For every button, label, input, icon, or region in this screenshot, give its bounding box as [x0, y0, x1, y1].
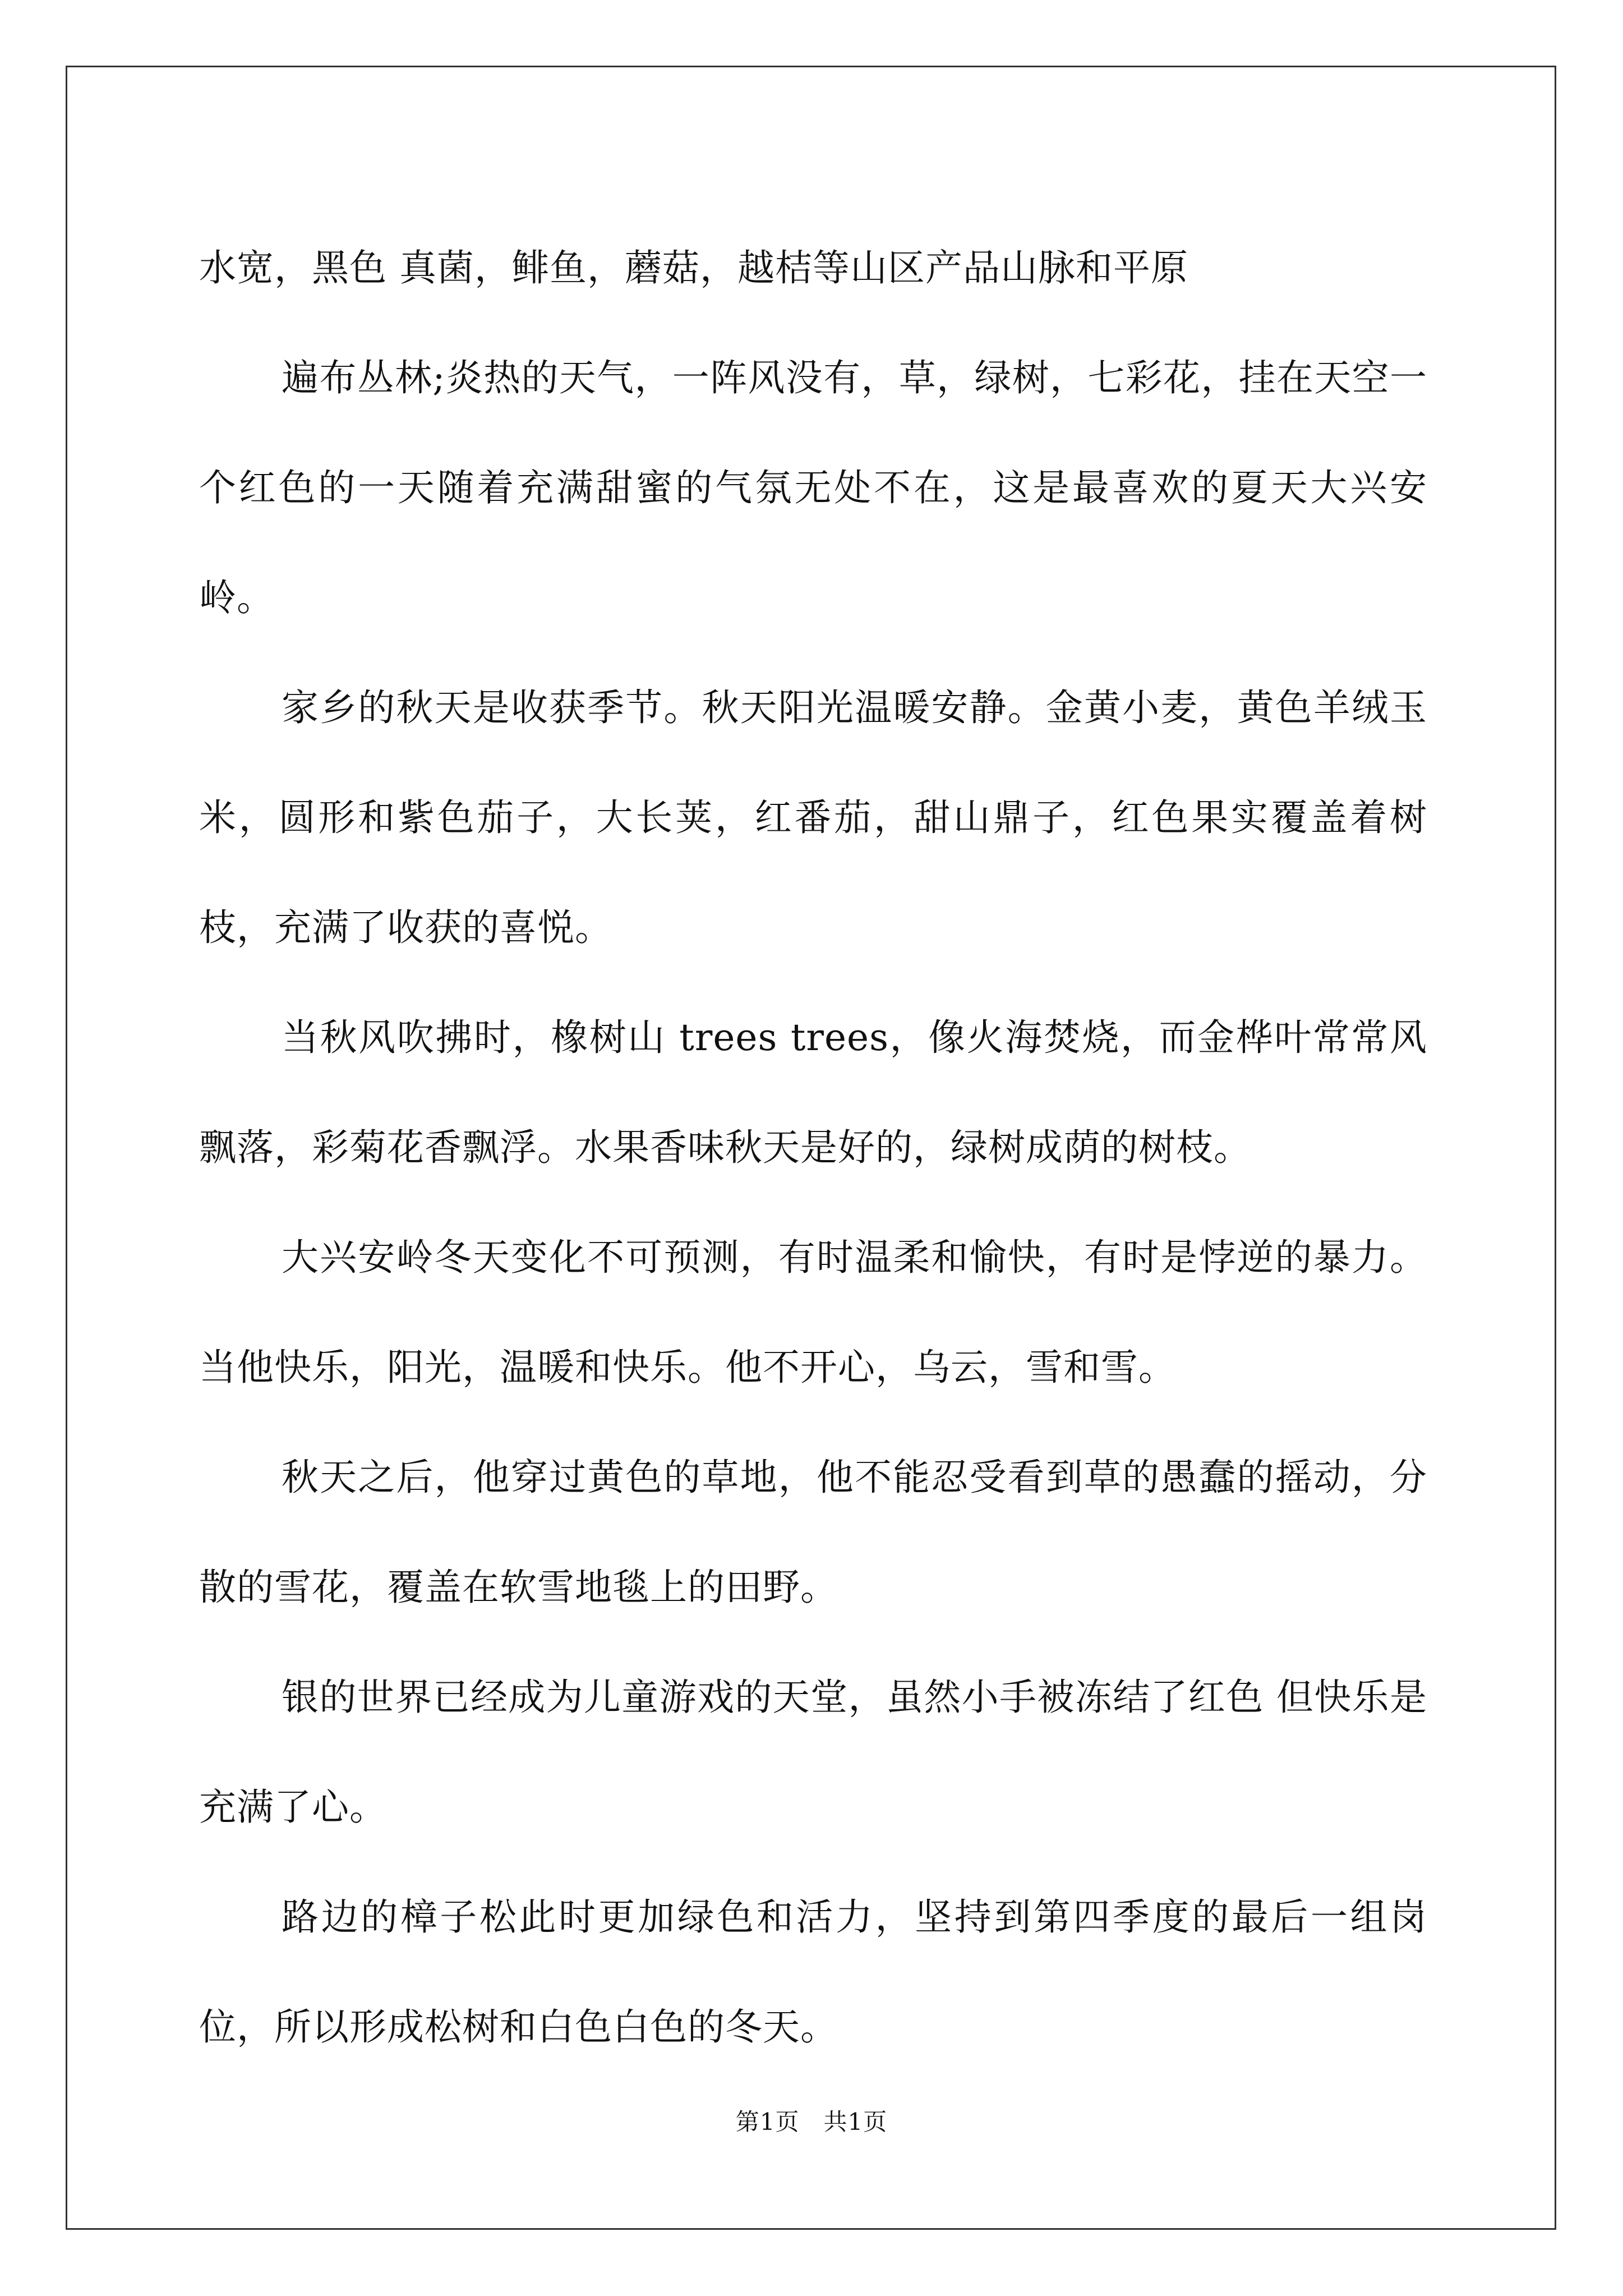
- document-body: [199, 213, 1427, 2082]
- paragraph-7: 银的世界已经成为儿童游戏的天堂，虽然小手被冻结了红色 但快乐是充满了心。: [199, 1676, 1427, 1829]
- paragraph-6: 秋天之后，他穿过黄色的草地，他不能忍受看到草的愚蠢的摇动，分散的雪花，覆盖在软雪地毯上的田野。: [199, 1456, 1427, 1609]
- paragraph-4: 当秋风吹拂时，橡树山 trees trees，像火海焚烧，而金桦叶常常风飘落，彩菊花香飘浮。水果香味秋天是好的，绿树成荫的树枝。: [199, 1016, 1427, 1169]
- paragraph-3: 家乡的秋天是收获季节。秋天阳光温暖安静。金黄小麦，黄色羊绒玉米，圆形和紫色茄子，大长荚，红番茄，甜山鼎子，红色果实覆盖着树枝，充满了收获的喜悦。: [199, 686, 1427, 949]
- paragraph-5: 大兴安岭冬天变化不可预测，有时温柔和愉快，有时是悖逆的暴力。当他快乐，阳光，温暖和快乐。他不开心，乌云，雪和雪。: [199, 1236, 1427, 1389]
- page-footer: 第1页 共1页: [735, 2108, 888, 2136]
- paragraph-8: 路边的樟子松此时更加绿色和活力，坚持到第四季度的最后一组岗位，所以形成松树和白色白色的冬天。: [199, 1895, 1427, 2049]
- paragraph-2: 遍布丛林;炎热的天气，一阵风没有，草，绿树，七彩花，挂在天空一个红色的一天随着充满甜蜜的气氛无处不在，这是最喜欢的夏天大兴安岭。: [199, 356, 1427, 619]
- paragraph-1: 水宽，黑色 真菌，鲱鱼，蘑菇，越桔等山区产品山脉和平原: [199, 246, 1188, 289]
